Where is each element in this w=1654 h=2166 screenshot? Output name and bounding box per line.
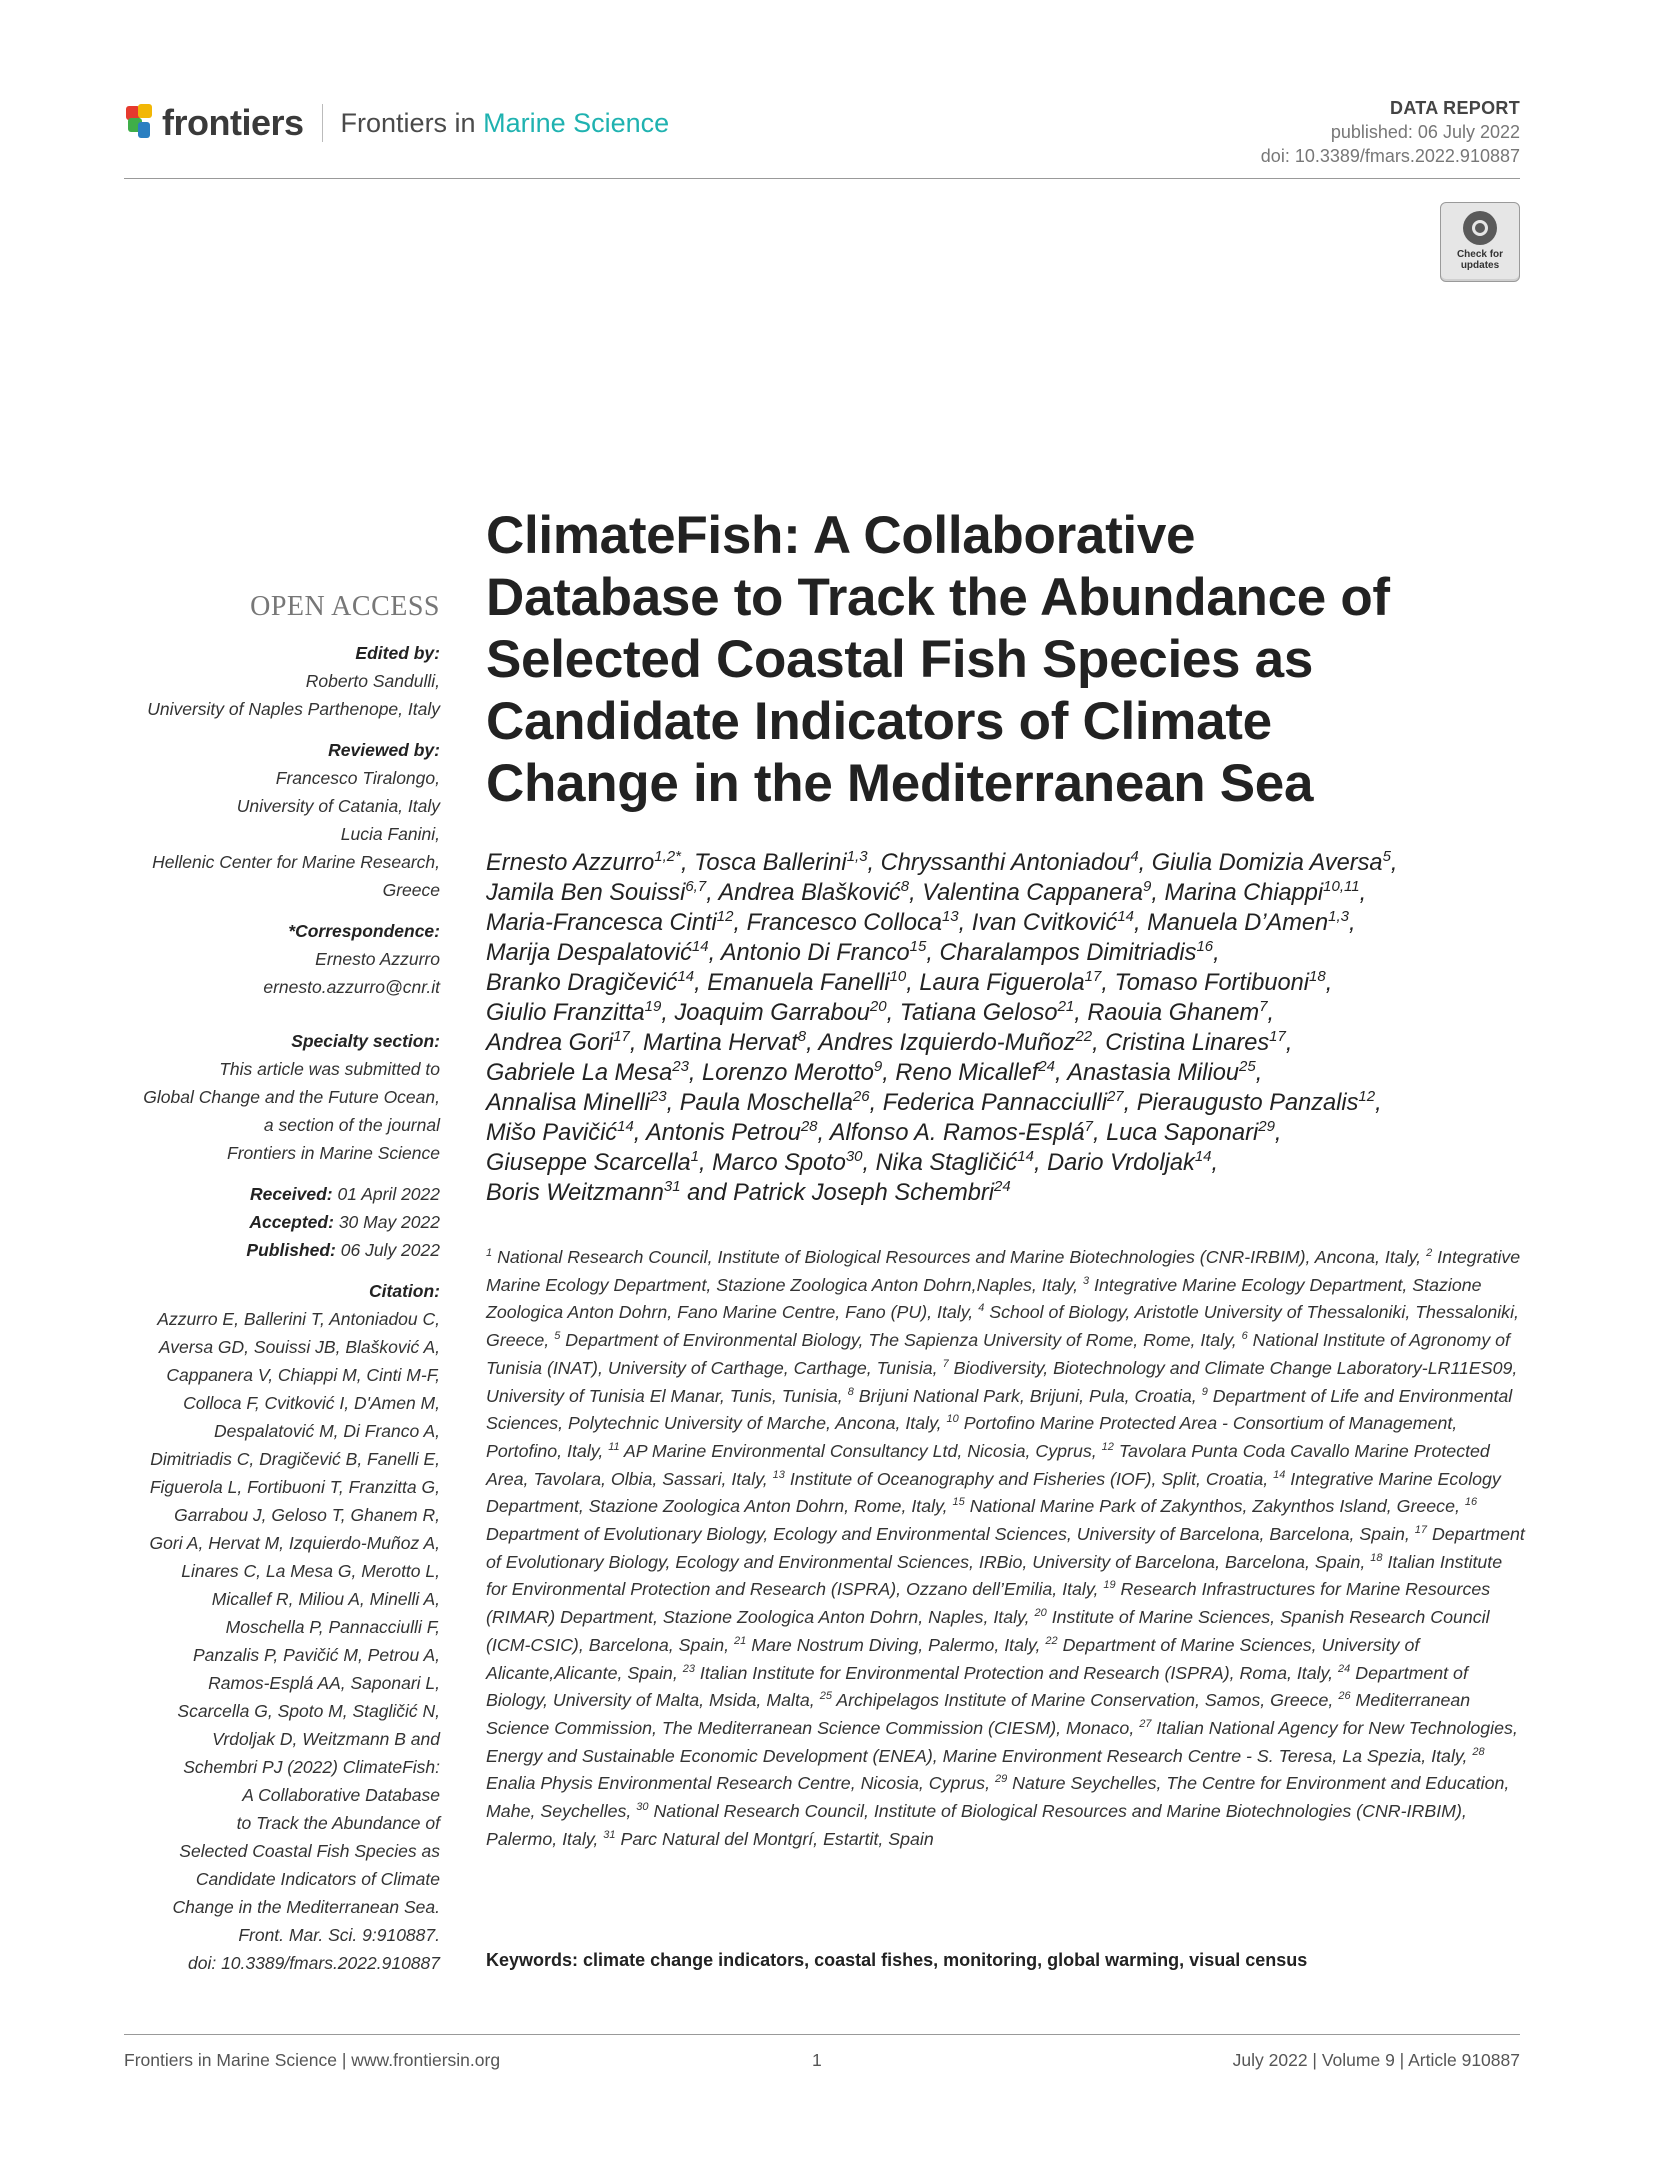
author-name[interactable]: Andres Izquierdo-Muñoz$^{22}$ — [818, 1028, 1093, 1056]
affiliation-item: $^{25}$ Archipelagos Institute of Marine Conservation, Samos, Greece, — [819, 1690, 1334, 1711]
title-line: ClimateFish: A Collaborative — [486, 506, 1196, 565]
citation-line: Candidate Indicators of Climate — [195, 1869, 440, 1889]
report-type: DATA REPORT — [1390, 98, 1520, 118]
author-name[interactable]: Giulio Franzitta$^{19}$ — [486, 998, 662, 1026]
author-name[interactable]: Manuela D’Amen$^{1,3}$ — [1147, 908, 1349, 936]
author-name[interactable]: Marina Chiappi$^{10,11}$ — [1164, 878, 1360, 906]
author-affiliation-ref: 13 — [941, 908, 959, 926]
citation-line: Gori A, Hervat M, Izquierdo-Muñoz A, — [149, 1533, 440, 1553]
author-affiliation-ref: 16 — [1196, 938, 1214, 956]
author-name[interactable]: Ernesto Azzurro$^{1,2*}$ — [486, 848, 681, 876]
author-name[interactable]: Reno Micallef$^{24}$ — [895, 1058, 1055, 1086]
author-name[interactable]: Boris Weitzmann$^{31}$ — [486, 1178, 681, 1206]
author-name[interactable]: Antonis Petrou$^{28}$ — [646, 1118, 818, 1146]
author-name[interactable]: Tatiana Geloso$^{21}$ — [899, 998, 1075, 1026]
title-line: Database to Track the Abundance of — [486, 568, 1390, 627]
citation-line: Panzalis P, Pavičić M, Petrou A, — [192, 1645, 440, 1665]
citation-line: A Collaborative Database — [242, 1785, 440, 1805]
author-affiliation-ref: 27 — [1106, 1088, 1124, 1106]
citation-line: Moschella P, Pannacciulli F, — [225, 1617, 440, 1637]
affiliation-item: $^{20}$ Institute of Marine Sciences, Spanish Research Council (ICM-CSIC), Barcelona, Spain, — [486, 1607, 1490, 1655]
author-name[interactable]: Marija Despalatović$^{14}$ — [486, 938, 709, 966]
author-name[interactable]: Patrick Joseph Schembri$^{24}$ — [733, 1178, 1011, 1206]
citation-line: Azzurro E, Ballerini T, Antoniadou C, — [157, 1309, 440, 1329]
author-name[interactable]: Alfonso A. Ramos-Esplá$^7$ — [829, 1118, 1093, 1146]
citation-line: Figuerola L, Fortibuoni T, Franzitta G, — [149, 1477, 440, 1497]
author-affiliation-ref: 19 — [644, 998, 662, 1016]
author-affiliation-ref: 20 — [869, 998, 887, 1016]
specialty-line: Frontiers in Marine Science — [227, 1143, 440, 1163]
author-name[interactable]: Giuseppe Scarcella$^1$ — [486, 1148, 699, 1176]
frontiers-logo-icon — [124, 104, 158, 142]
footer-issue: July 2022 | Volume 9 | Article 910887 — [1232, 2050, 1520, 2070]
affiliation-item: $^{11}$ AP Marine Environmental Consultancy Ltd, Nicosia, Cyprus, — [608, 1440, 1097, 1461]
author-name[interactable]: Raouia Ghanem$^7$ — [1087, 998, 1268, 1026]
author-affiliation-ref: 29 — [1258, 1118, 1275, 1136]
affiliation-item: $^5$ Department of Environmental Biology, The Sapienza University of Rome, Rome, Italy, — [554, 1330, 1237, 1351]
author-name[interactable]: Charalampos Dimitriadis$^{16}$ — [939, 938, 1214, 966]
author-name[interactable]: Valentina Cappanera$^9$ — [922, 878, 1152, 906]
report-meta — [1261, 96, 1520, 168]
author-affiliation-ref: 10,11 — [1323, 878, 1360, 896]
author-name[interactable]: Tomaso Fortibuoni$^{18}$ — [1114, 968, 1326, 996]
author-affiliation-ref: 8 — [797, 1028, 807, 1046]
citation-line: Ramos-Esplá AA, Saponari L, — [208, 1673, 440, 1693]
specialty-line: This article was submitted to — [219, 1059, 440, 1079]
author-name[interactable]: Ivan Cvitković$^{14}$ — [971, 908, 1135, 936]
journal-accent: Marine Science — [483, 107, 670, 138]
affiliation-item: $^1$ National Research Council, Institute of Biological Resources and Marine Biotechnologies (CNR-IRBIM), Ancona, Italy, — [486, 1247, 1422, 1267]
author-affiliation-ref: 14 — [1017, 1148, 1034, 1166]
author-affiliation-ref: 22 — [1075, 1028, 1093, 1046]
author-affiliation-ref: 26 — [852, 1088, 870, 1106]
author-name[interactable]: Anastasia Miliou$^{25}$ — [1067, 1058, 1256, 1086]
citation-line: Schembri PJ (2022) ClimateFish: — [183, 1757, 440, 1777]
author-name[interactable]: Cristina Linares$^{17}$ — [1105, 1028, 1286, 1056]
author-affiliation-ref: 14 — [1194, 1148, 1212, 1166]
author-affiliation-ref: 18 — [1309, 968, 1326, 986]
author-affiliation-ref: 24 — [1038, 1058, 1055, 1076]
correspondence-email[interactable]: ernesto.azzurro@cnr.it — [263, 977, 440, 997]
author-name[interactable]: Tosca Ballerini$^{1,3}$ — [694, 848, 868, 876]
author-affiliation-ref: 1 — [690, 1148, 699, 1166]
affiliation-item: $^{26}$ Mediterranean Science Commission, The Mediterranean Science Commission (CIESM), Monaco, — [486, 1690, 1471, 1738]
author-name[interactable]: Emanuela Fanelli$^{10}$ — [707, 968, 907, 996]
citation-line: to Track the Abundance of — [236, 1813, 440, 1833]
citation-line: Scarcella G, Spoto M, Stagličić N, — [177, 1701, 440, 1721]
citation-line[interactable]: doi: 10.3389/fmars.2022.910887 — [188, 1953, 440, 1973]
author-affiliation-ref: 28 — [800, 1118, 818, 1136]
author-name[interactable]: Mišo Pavičić$^{14}$ — [486, 1118, 634, 1146]
author-name[interactable]: Giulia Domizia Aversa$^5$ — [1151, 848, 1391, 876]
published-date: published: 06 July 2022 — [1330, 122, 1520, 142]
affiliation-item: $^{31}$ Parc Natural del Montgrí, Estartit, Spain — [603, 1828, 934, 1849]
citation-line: Garrabou J, Geloso T, Ghanem R, — [174, 1505, 440, 1525]
received-date: Received: 01 April 2022 — [249, 1184, 440, 1204]
logo-divider — [322, 104, 323, 142]
author-affiliation-ref: 7 — [1259, 998, 1268, 1016]
author-affiliation-ref: 17 — [1269, 1028, 1286, 1046]
citation-line: Front. Mar. Sci. 9:910887. — [238, 1925, 440, 1945]
author-name[interactable]: Andrea Blašković$^8$ — [718, 878, 910, 906]
author-name[interactable]: Annalisa Minelli$^{23}$ — [486, 1088, 667, 1116]
footer-divider — [124, 2034, 1520, 2035]
citation-line: Micallef R, Miliou A, Minelli A, — [211, 1589, 440, 1609]
author-affiliation-ref: 23 — [672, 1058, 689, 1076]
page-number: 1 — [812, 2050, 822, 2070]
affiliation-item: $^2$ Integrative Marine Ecology Department, Stazione Zoologica Anton Dohrn,Naples, Italy, — [486, 1247, 1521, 1295]
open-access-label: OPEN ACCESS — [250, 591, 440, 622]
specialty-section-label: Specialty section: — [291, 1031, 440, 1051]
author-affiliation-ref: 30 — [845, 1148, 863, 1166]
citation-line: Selected Coastal Fish Species as — [179, 1841, 440, 1861]
author-affiliation-ref: 25 — [1239, 1058, 1256, 1076]
author-name[interactable]: Maria-Francesca Cinti$^{12}$ — [486, 908, 734, 936]
author-name[interactable]: Lorenzo Merotto$^9$ — [702, 1058, 883, 1086]
citation-line: Despalatović M, Di Franco A, — [214, 1421, 440, 1441]
author-affiliation-ref: 12 — [716, 908, 734, 926]
author-affiliation-ref: 7 — [1084, 1118, 1093, 1136]
author-affiliation-ref: 21 — [1057, 998, 1075, 1016]
author-affiliation-ref: 31 — [663, 1178, 681, 1196]
affiliation-item: $^{18}$ Italian Institute for Environmental Protection and Research (ISPRA), Ozzano dell’Emilia, Italy, — [486, 1551, 1503, 1600]
check-for-updates-button[interactable] — [1440, 202, 1520, 282]
reviewer-line: Francesco Tiralongo, — [275, 768, 440, 788]
affiliation-item: $^{24}$ Department of Biology, University of Malta, Msida, Malta, — [486, 1662, 1468, 1711]
affiliation-item: $^4$ School of Biology, Aristotle University of Thessaloniki, Thessaloniki, Greece, — [486, 1302, 1519, 1351]
affiliation-item: $^9$ Department of Life and Environmental Sciences, Polytechnic University of Marche, Ancona, Italy, — [486, 1385, 1513, 1434]
author-affiliation-ref: 14 — [677, 968, 695, 986]
author-affiliation-ref: 14 — [691, 938, 709, 956]
author-affiliation-ref: 12 — [1358, 1088, 1376, 1106]
keywords-value: climate change indicators, coastal fishes, monitoring, global warming, visual census — [583, 1950, 1308, 1970]
citation-line: Linares C, La Mesa G, Merotto L, — [181, 1561, 440, 1581]
author-name[interactable]: Laura Figuerola$^{17}$ — [919, 968, 1102, 996]
author-name[interactable]: Francesco Colloca$^{13}$ — [746, 908, 959, 936]
author-affiliation-ref: 15 — [909, 938, 927, 956]
specialty-line: Global Change and the Future Ocean, — [143, 1087, 440, 1107]
doi[interactable]: doi: 10.3389/fmars.2022.910887 — [1260, 146, 1520, 166]
citation-line: Change in the Mediterranean Sea. — [172, 1897, 440, 1917]
affiliation-item: $^{12}$ Tavolara Punta Coda Cavallo Marine Protected Area, Tavolara, Olbia, Sassari, Italy, — [486, 1440, 1490, 1489]
author-affiliation-ref: 10 — [889, 968, 907, 986]
title-line: Candidate Indicators of Climate — [486, 692, 1272, 751]
author-name[interactable]: Jamila Ben Souissi$^{6,7}$ — [486, 878, 707, 906]
frontiers-logo[interactable] — [124, 102, 669, 144]
reviewer-line: Greece — [382, 880, 440, 900]
author-affiliation-ref: 17 — [613, 1028, 630, 1046]
article-title — [486, 505, 1546, 815]
check-updates-label: Check for updates — [1456, 249, 1504, 271]
citation-line: Aversa GD, Souissi JB, Blašković A, — [158, 1337, 440, 1357]
affiliation-item: $^{21}$ Mare Nostrum Diving, Palermo, Italy, — [734, 1634, 1041, 1655]
author-affiliation-ref: 24 — [994, 1178, 1011, 1196]
affiliation-item: $^{14}$ Integrative Marine Ecology Department, Stazione Zoologica Anton Dohrn, Rome, Italy, — [486, 1468, 1501, 1517]
citation-line: Dimitriadis C, Dragičević B, Fanelli E, — [150, 1449, 440, 1469]
author-name[interactable]: Paula Moschella$^{26}$ — [679, 1088, 870, 1116]
citation-text — [110, 1305, 440, 1977]
affiliation-item: $^{13}$ Institute of Oceanography and Fisheries (IOF), Split, Croatia, — [772, 1468, 1269, 1489]
edited-by-label: Edited by: — [355, 643, 440, 663]
specialty-line: a section of the journal — [263, 1115, 440, 1135]
author-name[interactable]: Gabriele La Mesa$^{23}$ — [486, 1058, 689, 1086]
author-affiliation-ref: 23 — [649, 1088, 667, 1106]
author-affiliation-ref: 4 — [1130, 848, 1139, 866]
affiliation-item: $^8$ Brijuni National Park, Brijuni, Pula, Croatia, — [847, 1385, 1197, 1406]
affiliation-item: $^6$ National Institute of Agronomy of Tunisia (INAT), University of Carthage, Carthage, Tunisia, — [486, 1330, 1510, 1378]
footer-journal[interactable]: Frontiers in Marine Science | www.frontiersin.org — [124, 2050, 501, 2070]
keywords — [486, 1950, 1307, 1971]
author-name[interactable]: Federica Pannacciulli$^{27}$ — [882, 1088, 1124, 1116]
reviewed-by-label: Reviewed by: — [328, 740, 440, 760]
affiliation-list — [486, 1244, 1526, 1853]
affiliation-item: $^{22}$ Department of Marine Sciences, University of Alicante,Alicante, Spain, — [486, 1634, 1420, 1683]
affiliation-item: $^7$ Biodiversity, Biotechnology and Climate Change Laboratory-LR11ES09, University of Tunisia El Manar, Tunis, Tunisia, — [486, 1357, 1518, 1406]
author-affiliation-ref: 1,3 — [1328, 908, 1349, 926]
reviewer-line: Lucia Fanini, — [340, 824, 440, 844]
author-affiliation-ref: 9 — [873, 1058, 883, 1076]
author-name[interactable]: Joaquim Garrabou$^{20}$ — [674, 998, 887, 1026]
title-line: Selected Coastal Fish Species as — [486, 630, 1314, 689]
affiliation-item: $^3$ Integrative Marine Ecology Department, Stazione Zoologica Anton Dohrn, Fano Marine Centre, Fano (PU), Italy, — [486, 1274, 1482, 1323]
citation-line: Cappanera V, Chiappi M, Cinti M-F, — [166, 1365, 440, 1385]
affiliation-item: $^{17}$ Department of Evolutionary Biology, Ecology and Environmental Sciences, IRBio, University of Barcelona, Barcelona, Spain, — [486, 1524, 1525, 1572]
reviewer-line: Hellenic Center for Marine Research, — [152, 852, 440, 872]
author-name[interactable]: Luca Saponari$^{29}$ — [1106, 1118, 1275, 1146]
author-affiliation-ref: 14 — [617, 1118, 634, 1136]
citation-line: Colloca F, Cvitković I, D'Amen M, — [183, 1393, 440, 1413]
correspondence-label: *Correspondence: — [288, 921, 440, 941]
author-affiliation-ref: 8 — [900, 878, 910, 896]
reviewer-line: University of Catania, Italy — [236, 796, 440, 816]
affiliation-item: $^{27}$ Italian National Agency for New Technologies, Energy and Sustainable Economic Development (ENEA), Marine Environment Research Centre - S. Teresa, La Spezia, Italy, — [486, 1717, 1518, 1766]
header-divider — [124, 178, 1520, 179]
author-name[interactable]: Nika Stagličić$^{14}$ — [875, 1148, 1034, 1176]
author-name[interactable]: Martina Hervat$^8$ — [643, 1028, 807, 1056]
affiliation-item: $^{16}$ Department of Evolutionary Biology, Ecology and Environmental Sciences, University of Barcelona, Barcelona, Spain, — [486, 1496, 1478, 1545]
brand-name: frontiers — [162, 102, 304, 143]
published-date-sidebar: Published: 06 July 2022 — [246, 1240, 440, 1260]
author-name[interactable]: Marco Spoto$^{30}$ — [712, 1148, 863, 1176]
editor-line: University of Naples Parthenope, Italy — [147, 699, 440, 719]
author-affiliation-ref: 9 — [1143, 878, 1152, 896]
author-name[interactable]: Pieraugusto Panzalis$^{12}$ — [1136, 1088, 1376, 1116]
accepted-date: Accepted: 30 May 2022 — [249, 1212, 440, 1232]
keywords-label: Keywords: — [486, 1950, 579, 1970]
author-affiliation-ref: 1,2* — [654, 848, 681, 866]
author-name[interactable]: Antonio Di Franco$^{15}$ — [720, 938, 927, 966]
affiliation-item: $^{28}$ Enalia Physis Environmental Research Centre, Nicosia, Cyprus, — [486, 1745, 1485, 1794]
citation-label: Citation: — [369, 1281, 440, 1301]
author-affiliation-ref: 5 — [1382, 848, 1391, 866]
editor-line: Roberto Sandulli, — [305, 671, 440, 691]
affiliation-item: $^{29}$ Nature Seychelles, The Centre for Environment and Education, Mahe, Seychelles, — [486, 1773, 1510, 1822]
article-sidebar — [110, 593, 440, 1977]
check-updates-icon — [1463, 211, 1497, 245]
author-affiliation-ref: 1,3 — [846, 848, 868, 866]
journal-prefix: Frontiers in — [340, 107, 484, 138]
author-affiliation-ref: 14 — [1117, 908, 1135, 926]
affiliation-item: $^{23}$ Italian Institute for Environmental Protection and Research (ISPRA), Roma, Italy, — [682, 1662, 1334, 1683]
author-affiliation-ref: 6,7 — [685, 878, 707, 896]
affiliation-item: $^{19}$ Research Infrastructures for Marine Resources (RIMAR) Department, Stazione Zoologica Anton Dohrn, Naples, Italy, — [486, 1579, 1491, 1628]
citation-line: Vrdoljak D, Weitzmann B and — [212, 1729, 440, 1749]
author-list: Ernesto Azzurro$^{1,2*}$, Tosca Ballerini$^{1,3}$, Chryssanthi Antoniadou$^4$, Giulia Domizia Aversa$^5$, Jamila Ben Souissi$^{6,7}$, Andrea Blašković$^8$, Valentina Cappanera$^9$, Marina Chiappi$^{10,11}$, Maria-Francesca Cinti$^{12}$, Francesco Colloca$^{13}$, Ivan Cvitković$^{14}$, Manuela D’Amen$^{1,3}$, Marija Despalatović$^{14}$, Antonio Di Franco$^{15}$, Charalampos Dimitriadis$^{16}$, Branko Dragičević$^{14}$, Emanuela Fanelli$^{10}$, Laura Figuerola$^{17}$, Tomaso Fortibuoni$^{18}$, Giulio Franzitta$^{19}$, Joaquim Garrabou$^{20}$, Tatiana Geloso$^{21}$, Raouia Ghanem$^7$, Andrea Gori$^{17}$, Martina Hervat$^8$, Andres Izquierdo-Muñoz$^{22}$, Cristina Linares$^{17}$, Gabriele La Mesa$^{23}$, Lorenzo Merotto$^9$, Reno Micallef$^{24}$, Anastasia Miliou$^{25}$, Annalisa Minelli$^{23}$, Paula Moschella$^{26}$, Federica Pannacciulli$^{27}$, Pieraugusto Panzalis$^{12}$, Mišo Pavičić$^{14}$, Antonis Petrou$^{28}$, Alfonso A. Ramos-Esplá$^7$, Luca Saponari$^{29}$, Giuseppe Scarcella$^1$, Marco Spoto$^{30}$, Nika Stagličić$^{14}$, Dario Vrdoljak$^{14}$, Boris Weitzmann$^{31}$ and Patrick Joseph Schembri$^{24}$ — [486, 848, 1398, 1206]
author-affiliation-ref: 17 — [1084, 968, 1102, 986]
affiliation-item: $^{10}$ Portofino Marine Protected Area - Consortium of Management, Portofino, Italy, — [486, 1413, 1458, 1461]
author-name[interactable]: Chryssanthi Antoniadou$^4$ — [880, 848, 1139, 876]
affiliation-item: $^{15}$ National Marine Park of Zakynthos, Zakynthos Island, Greece, — [952, 1496, 1460, 1517]
affiliation-item: $^{30}$ National Research Council, Institute of Biological Resources and Marine Biotechnologies (CNR-IRBIM), Palermo, Italy, — [486, 1801, 1467, 1849]
author-name[interactable]: Dario Vrdoljak$^{14}$ — [1047, 1148, 1212, 1176]
title-line: Change in the Mediterranean Sea — [486, 754, 1314, 813]
correspondence-name: Ernesto Azzurro — [315, 949, 440, 969]
journal-name[interactable] — [341, 108, 670, 139]
author-name[interactable]: Branko Dragičević$^{14}$ — [486, 968, 695, 996]
author-name[interactable]: Andrea Gori$^{17}$ — [486, 1028, 630, 1056]
